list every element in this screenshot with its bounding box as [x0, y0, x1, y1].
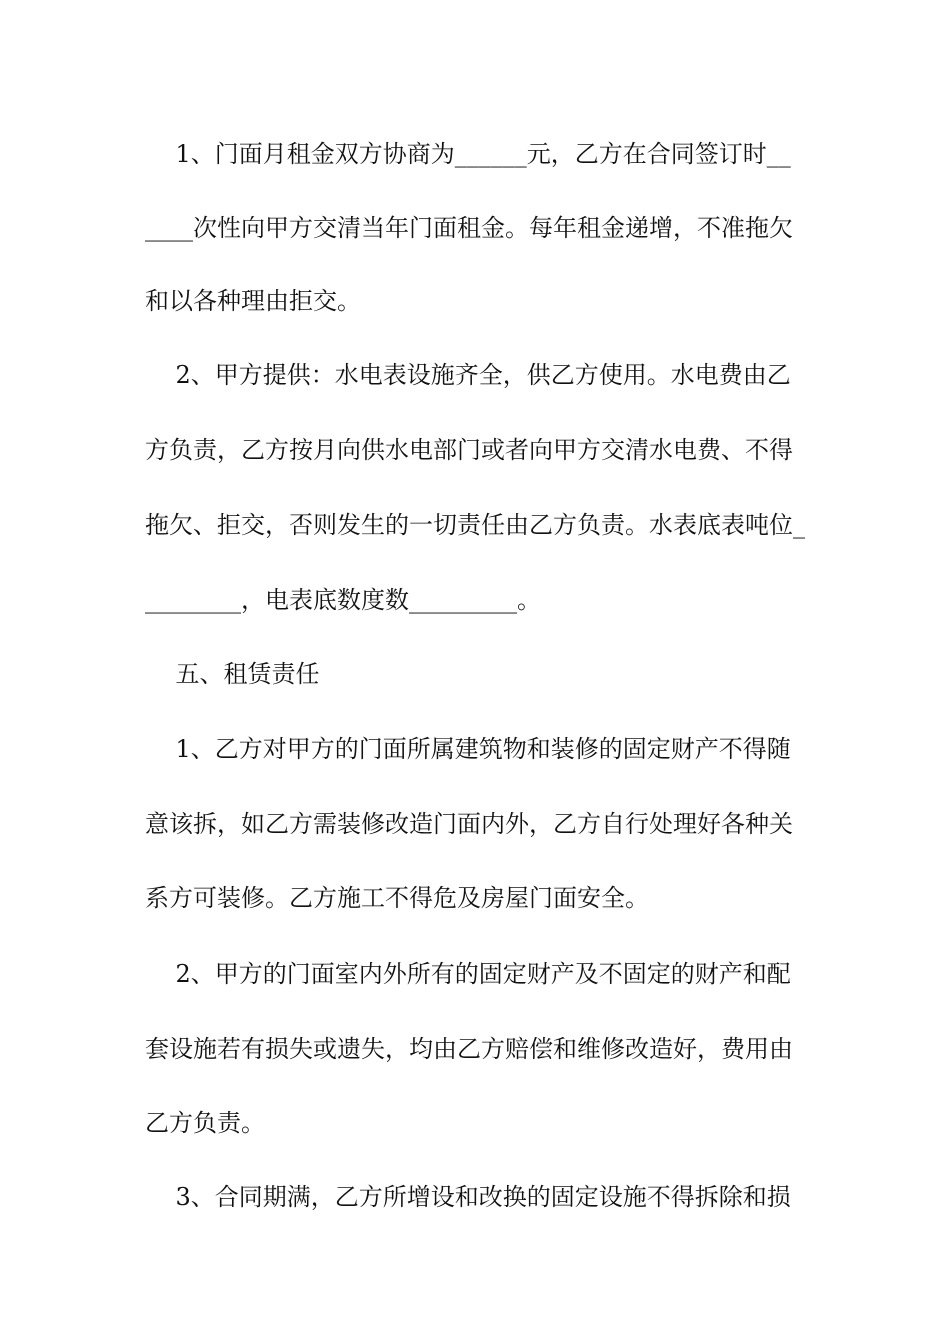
- text-line: 和以各种理由拒交。: [145, 287, 361, 315]
- text-line: 套设施若有损失或遗失，均由乙方赔偿和维修改造好，费用由: [145, 1035, 793, 1063]
- text-line: 2、甲方提供：水电表设施齐全，供乙方使用。水电费由乙: [145, 361, 791, 389]
- text-line: 意该拆，如乙方需装修改造门面内外，乙方自行处理好各种关: [145, 810, 793, 838]
- text-line: 1、乙方对甲方的门面所属建筑物和装修的固定财产不得随: [145, 735, 791, 763]
- text-line: 乙方负责。: [145, 1109, 265, 1137]
- text-line: 1、门面月租金双方协商为______元，乙方在合同签订时__: [145, 140, 791, 168]
- text-line: ________，电表底数度数_________。: [145, 586, 541, 614]
- text-line: 3、合同期满，乙方所增设和改换的固定设施不得拆除和损: [145, 1183, 791, 1211]
- text-line: ____次性向甲方交清当年门面租金。每年租金递增，不准拖欠: [145, 214, 793, 242]
- text-line: 系方可装修。乙方施工不得危及房屋门面安全。: [145, 884, 649, 912]
- section-heading: 五、租赁责任: [145, 660, 320, 688]
- text-line: 拖欠、拒交，否则发生的一切责任由乙方负责。水表底表吨位_: [145, 511, 805, 539]
- text-line: 方负责，乙方按月向供水电部门或者向甲方交清水电费、不得: [145, 436, 793, 464]
- text-line: 2、甲方的门面室内外所有的固定财产及不固定的财产和配: [145, 960, 791, 988]
